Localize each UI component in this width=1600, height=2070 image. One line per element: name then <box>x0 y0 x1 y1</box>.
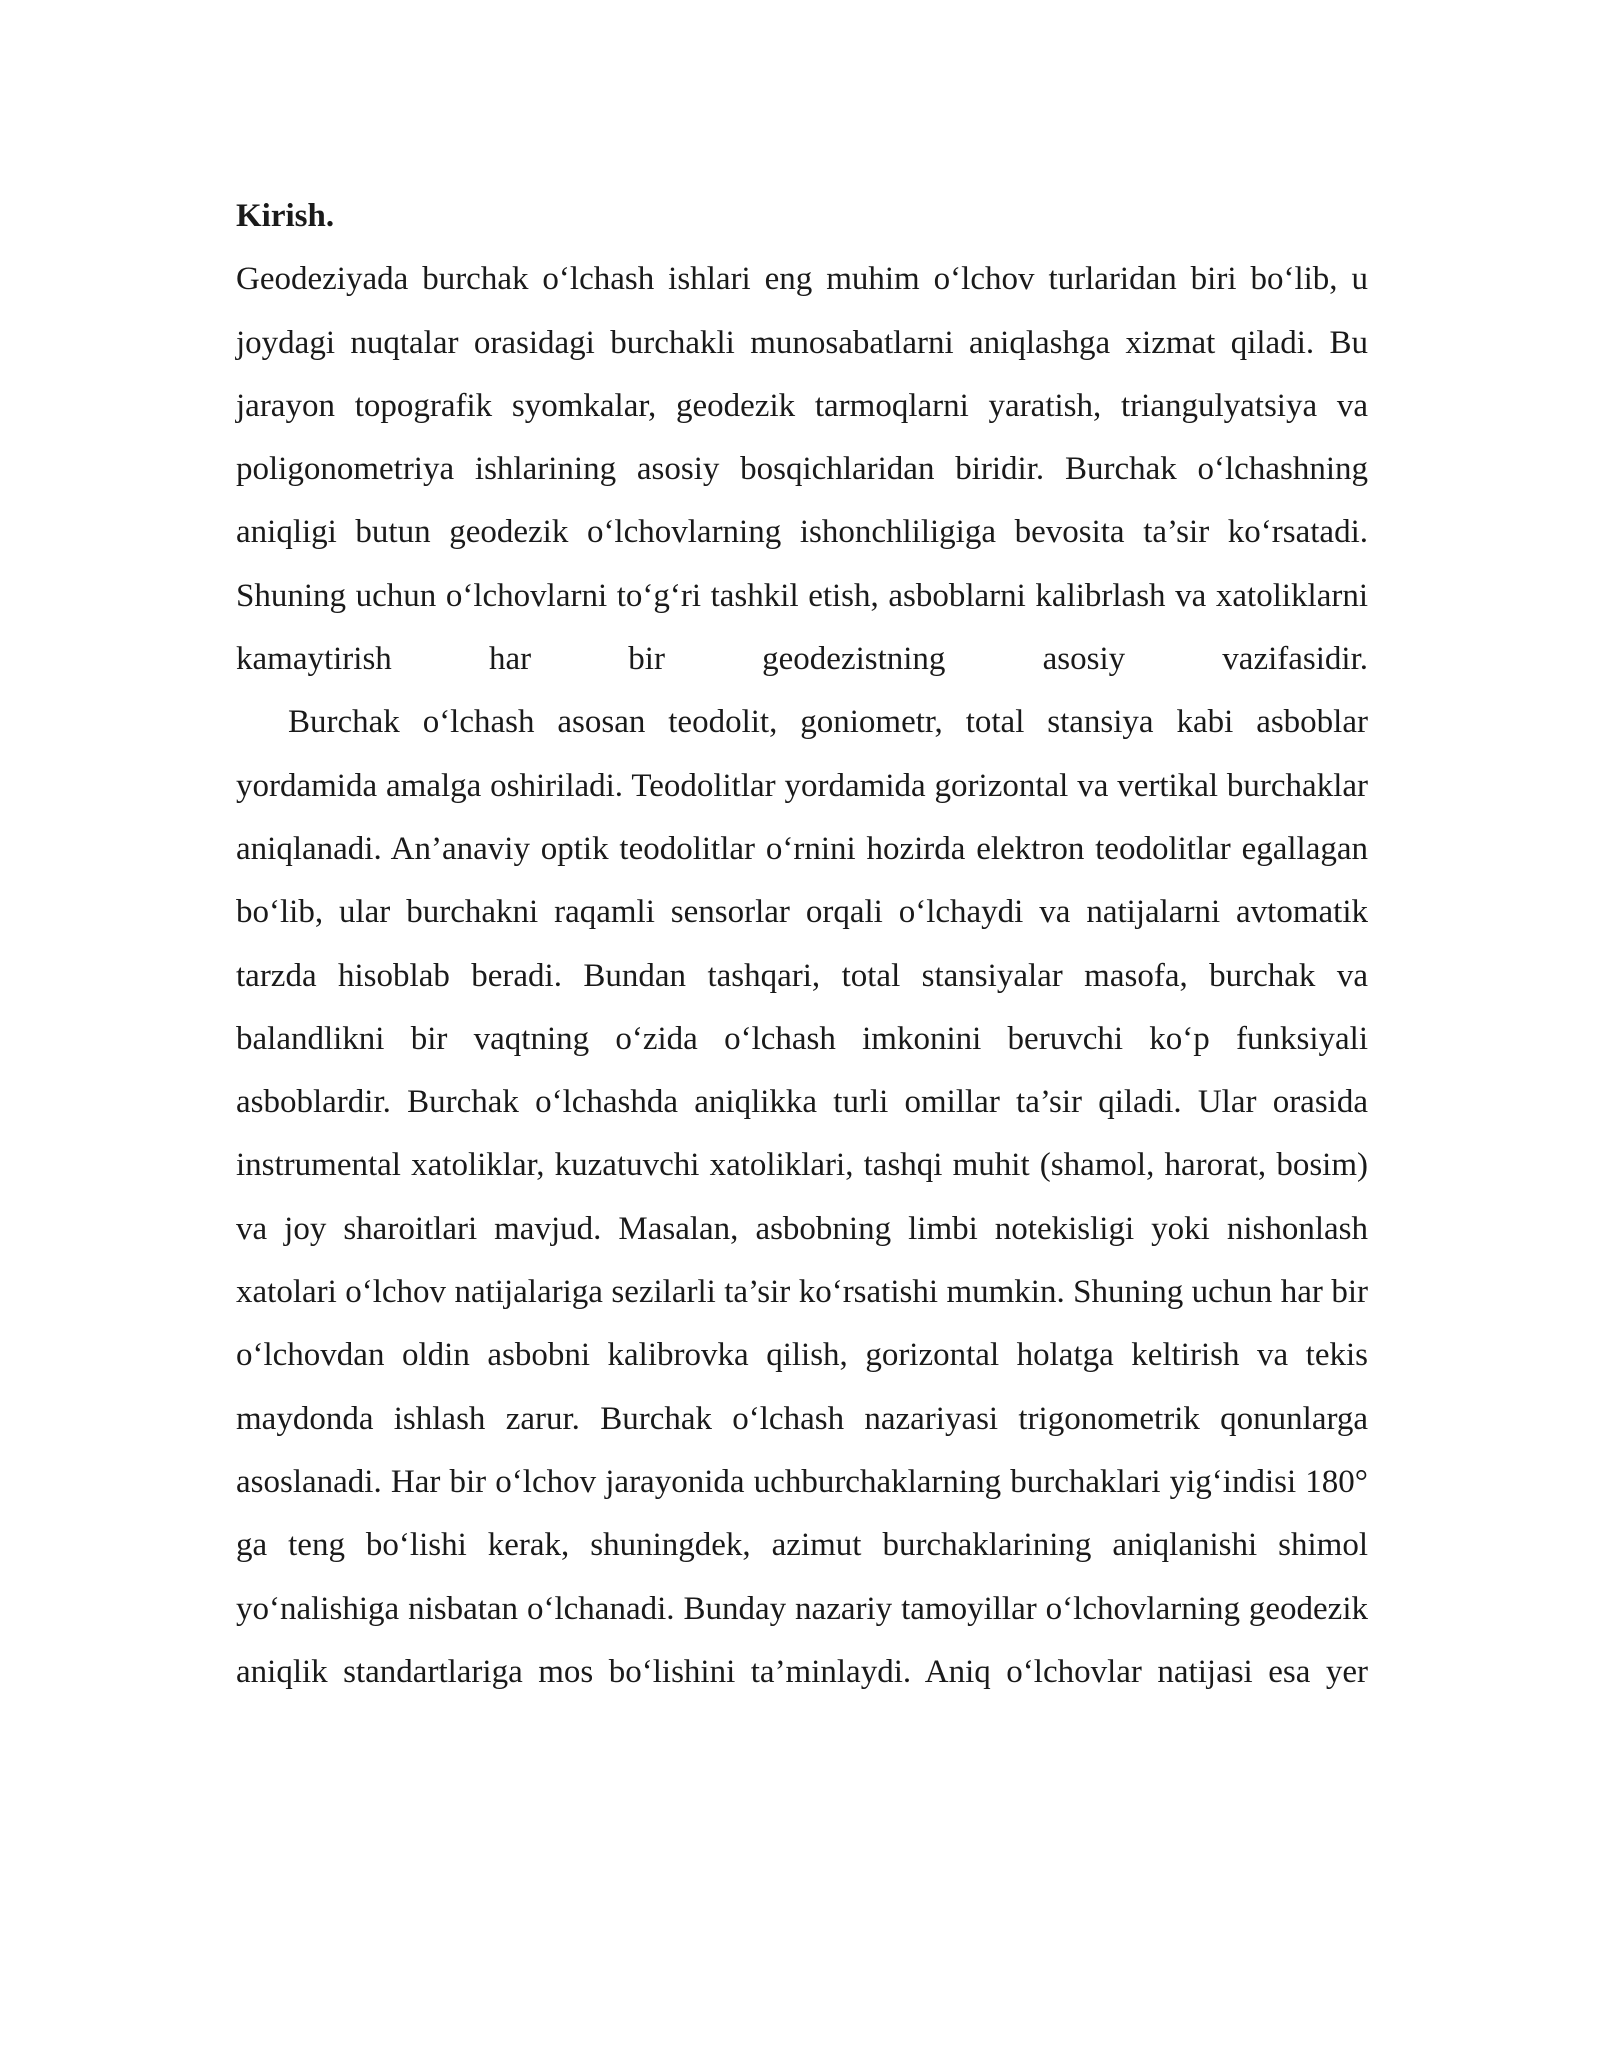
paragraph-instruments: Burchak o‘lchash asosan teodolit, goniometr, total stansiya kabi asboblar yordamida amalga oshiriladi. Teodolitlar yordamida gorizontal va vertikal burchaklar aniqlanadi. An’anaviy optik teodolitlar o‘rnini hozirda elektron teodolitlar egallagan bo‘lib, ular burchakni raqamli sensorlar orqali o‘lchaydi va natijalarni avtomatik tarzda hisoblab beradi. Bundan tashqari, total stansiyalar masofa, burchak va balandlikni bir vaqtning o‘zida o‘lchash imkonini beruvchi ko‘p funksiyali asboblardir. Burchak o‘lchashda aniqlikka turli omillar ta’sir qiladi. Ular orasida instrumental xatoliklar, kuzatuvchi xatoliklari, tashqi muhit (shamol, harorat, bosim) va joy sharoitlari mavjud. Masalan, asbobning limbi notekisligi yoki nishonlash xatolari o‘lchov natijalariga sezilarli ta’sir ko‘rsatishi mumkin. Shuning uchun har bir o‘lchovdan oldin asbobni kalibrovka qilish, gorizontal holatga keltirish va tekis maydonda ishlash zarur. Burchak o‘lchash nazariyasi trigonometrik qonunlarga asoslanadi. Har bir o‘lchov jarayonida uchburchaklarning burchaklari yig‘indisi 180° ga teng bo‘lishi kerak, shuningdek, azimut burchaklarining aniqlanishi shimol yo‘nalishiga nisbatan o‘lchanadi. Bunday nazariy tamoyillar o‘lchovlarning geodezik aniqlik standartlariga mos bo‘lishini ta’minlaydi. Aniq o‘lchovlar natijasi esa yer <box>236 704 1368 1690</box>
document-body <box>236 185 1368 1704</box>
section-heading: Kirish. <box>236 198 335 234</box>
paragraph-intro: Geodeziyada burchak o‘lchash ishlari eng muhim o‘lchov turlaridan biri bo‘lib, u joydagi nuqtalar orasidagi burchakli munosabatlarni aniqlashga xizmat qiladi. Bu jarayon topografik syomkalar, geodezik tarmoqlarni yaratish, triangulyatsiya va poligonometriya ishlarining asosiy bosqichlaridan biridir. Burchak o‘lchashning aniqligi butun geodezik o‘lchovlarning ishonchliligiga bevosita ta’sir ko‘rsatadi. Shuning uchun o‘lchovlarni to‘g‘ri tashkil etish, asboblarni kalibrlash va xatoliklarni kamaytirish har bir geodezistning asosiy vazifasidir. <box>236 261 1368 678</box>
